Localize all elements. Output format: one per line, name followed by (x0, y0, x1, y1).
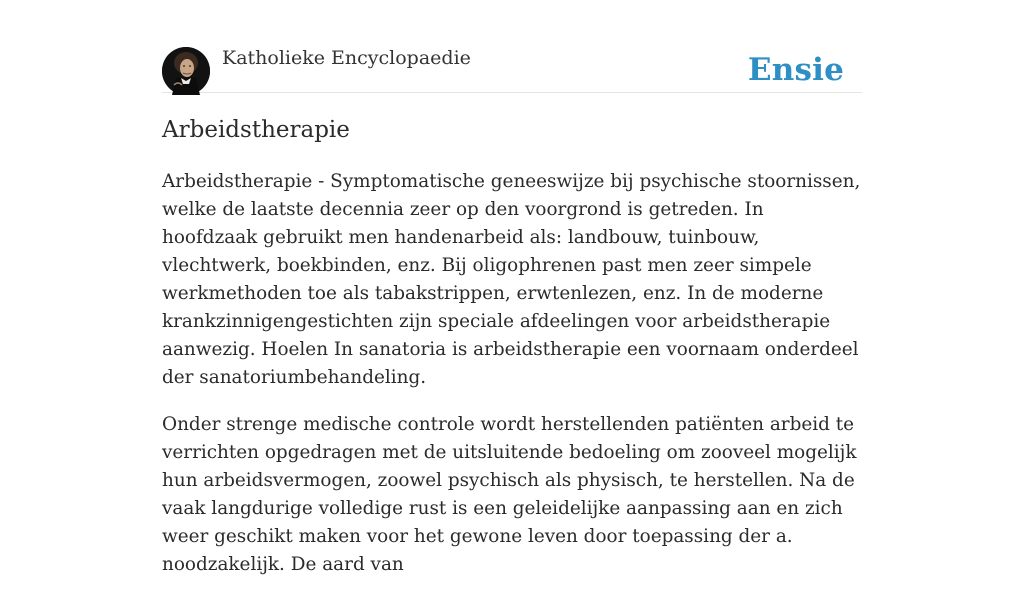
article-title: Arbeidstherapie (162, 117, 350, 143)
article-paragraph: Arbeidstherapie - Symptomatische geneeswijze bij psychische stoornissen, welke de laatste decennia zeer op den voorgrond is getreden. In hoofdzaak gebruikt men handenarbeid als: landbouw, tuinbouw, vlechtwerk, boekbinden, enz. Bij oligophrenen past men zeer simpele werkmethoden toe als tabakstrippen, erwtenlezen, enz. In de moderne krankzinnigengestichten zijn speciale afdeelingen voor arbeidstherapie aanwezig. Hoelen In sanatoria is arbeidstherapie een voornaam onderdeel der sanatoriumbehandeling. (162, 171, 861, 388)
brand-logo[interactable]: Ensie (747, 52, 844, 88)
article-paragraph: Onder strenge medische controle wordt herstellenden patiënten arbeid te verrichten opgedragen met de uitsluitende bedoeling om zooveel mogelijk hun arbeidsvermogen, zoowel psychisch als physisch, te herstellen. Na de vaak langdurige volledige rust is een geleidelijke aanpassing aan en zich weer geschikt maken voor het gewone leven door toepassing der a. noodzakelijk. De aard van (162, 414, 857, 575)
site-header (162, 46, 862, 93)
site-name[interactable]: Katholieke Encyclopaedie (222, 47, 471, 69)
article-body (162, 168, 862, 598)
portrait-avatar-icon[interactable] (162, 47, 210, 95)
portrait-avatar-graphic (162, 47, 210, 95)
